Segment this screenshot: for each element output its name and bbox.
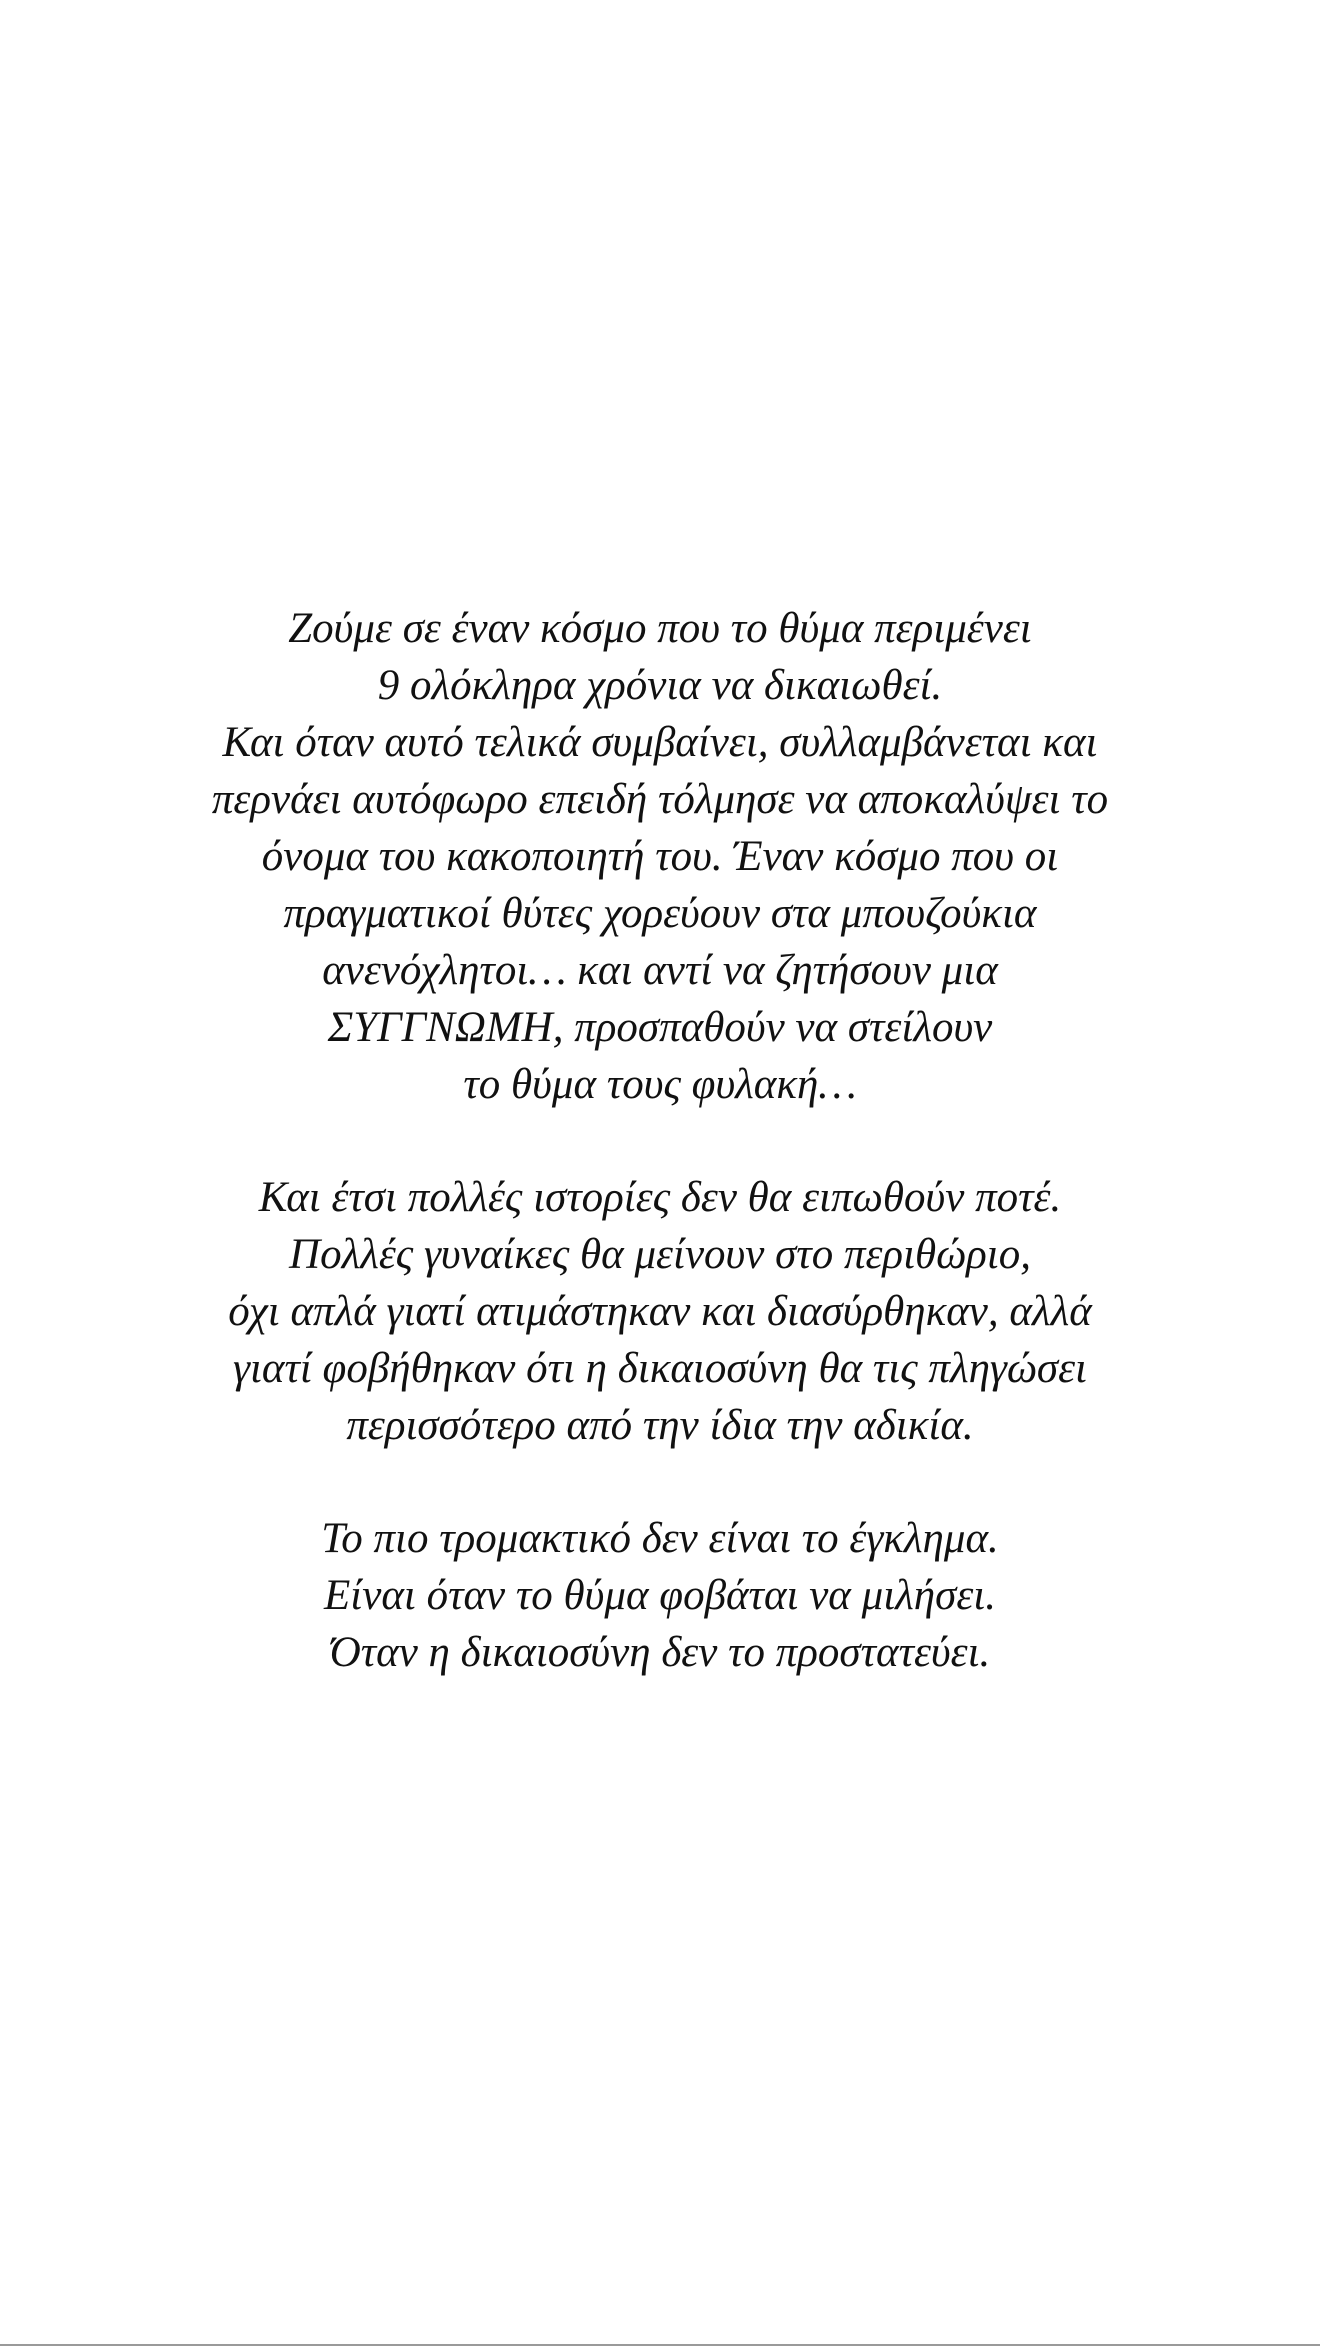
- paragraph-1: [0, 600, 1320, 1113]
- paragraph-3: [0, 1510, 1320, 1681]
- text-line: όνομα του κακοποιητή του. Έναν κόσμο που οι: [261, 833, 1059, 880]
- text-line: ανενόχλητοι… και αντί να ζητήσουν μια: [322, 947, 998, 994]
- paragraph-2: [0, 1169, 1320, 1454]
- text-block: [0, 600, 1320, 1737]
- text-line: Όταν η δικαιοσύνη δεν το προστατεύει.: [329, 1629, 991, 1676]
- text-line: γιατί φοβήθηκαν ότι η δικαιοσύνη θα τις πληγώσει: [233, 1345, 1087, 1392]
- text-line: πραγματικοί θύτες χορεύουν στα μπουζούκια: [283, 890, 1037, 937]
- text-line: Πολλές γυναίκες θα μείνουν στο περιθώριο,: [289, 1231, 1031, 1278]
- text-line: το θύμα τους φυλακή…: [463, 1061, 857, 1108]
- text-line: Ζούμε σε έναν κόσμο που το θύμα περιμένει: [288, 605, 1032, 652]
- text-line: περισσότερο από την ίδια την αδικία.: [346, 1402, 974, 1449]
- text-line: Και όταν αυτό τελικά συμβαίνει, συλλαμβάνεται και: [222, 719, 1098, 766]
- text-line: 9 ολόκληρα χρόνια να δικαιωθεί.: [377, 662, 943, 709]
- text-line: Και έτσι πολλές ιστορίες δεν θα ειπωθούν ποτέ.: [258, 1174, 1062, 1221]
- text-line: όχι απλά γιατί ατιμάστηκαν και διασύρθηκαν, αλλά: [228, 1288, 1092, 1335]
- text-line: Είναι όταν το θύμα φοβάται να μιλήσει.: [324, 1572, 996, 1619]
- text-line: Το πιο τρομακτικό δεν είναι το έγκλημα.: [321, 1515, 999, 1562]
- text-line: ΣΥΓΓΝΩΜΗ, προσπαθούν να στείλουν: [327, 1004, 993, 1051]
- text-line: περνάει αυτόφωρο επειδή τόλμησε να αποκαλύψει το: [211, 776, 1109, 823]
